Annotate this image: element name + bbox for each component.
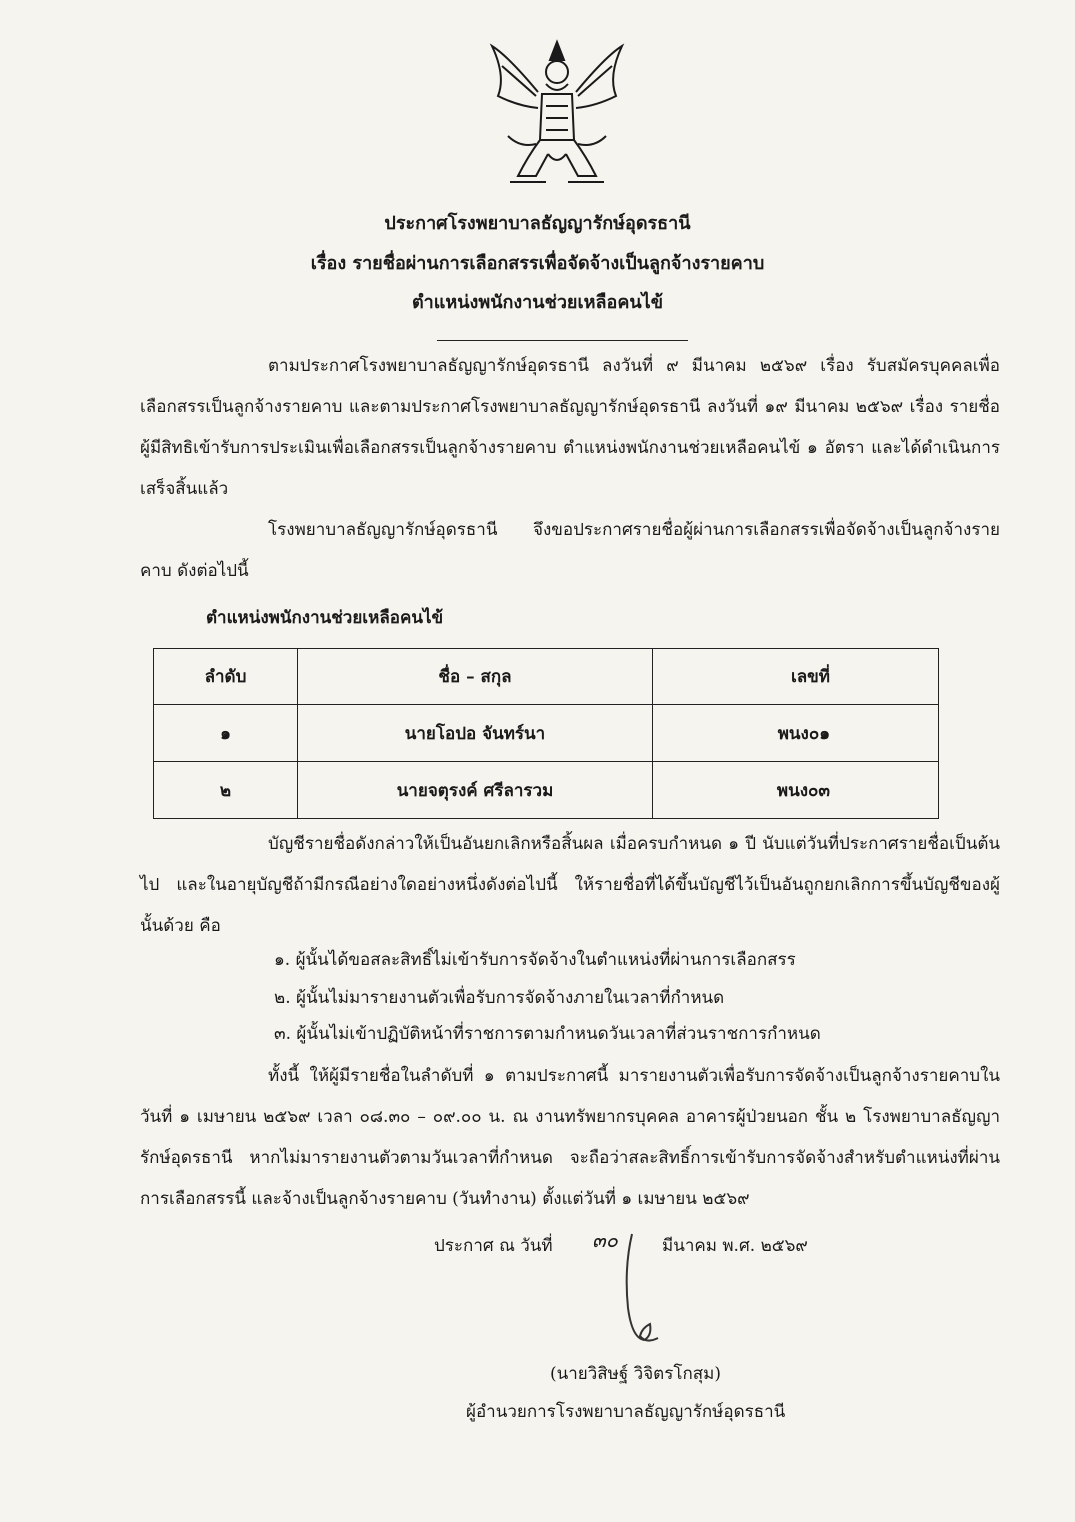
column-header-order: ลำดับ	[154, 649, 298, 705]
column-header-name: ชื่อ – สกุล	[298, 649, 653, 705]
announce-month-year: มีนาคม พ.ศ. ๒๕๖๙	[662, 1236, 808, 1256]
condition-item-3: ๓. ผู้นั้นไม่เข้าปฏิบัติหน้าที่ราชการตามกำหนดวันเวลาที่ส่วนราชการกำหนด	[274, 1024, 821, 1044]
garuda-emblem-icon	[488, 36, 626, 196]
paragraph-report: ทั้งนี้ ให้ผู้มีรายชื่อในลำดับที่ ๑ ตามประกาศนี้ มารายงานตัวเพื่อรับการจัดจ้างเป็นลูกจ้างรายคาบในวันที่ ๑ เมษายน ๒๕๖๙ เวลา ๐๘.๓๐ – ๐๙.๐๐ น. ณ งานทรัพยากรบุคคล อาคารผู้ป่วยนอก ชั้น ๒ โรงพยาบาลธัญญารักษ์อุดรธานี หากไม่มารายงานตัวตามวันเวลาที่กำหนด จะถือว่าสละสิทธิ์การเข้ารับการจัดจ้างสำหรับตำแหน่งที่ผ่านการเลือกสรรนี้ และจ้างเป็นลูกจ้างรายคาบ (วันทำงาน) ตั้งแต่วันที่ ๑ เมษายน ๒๕๖๙	[140, 1066, 1000, 1209]
paragraph-validity: บัญชีรายชื่อดังกล่าวให้เป็นอันยกเลิกหรือสิ้นผล เมื่อครบกำหนด ๑ ปี นับแต่วันที่ประกาศรายชื่อเป็นต้นไป และในอายุบัญชีถ้ามีกรณีอย่างใดอย่างหนึ่งดังต่อไปนี้ ให้รายชื่อที่ได้ขึ้นบัญชีไว้เป็นอันถูกยกเลิกการขึ้นบัญชีของผู้นั้นด้วย คือ	[140, 834, 1000, 936]
signature-icon	[612, 1228, 672, 1348]
row-order: ๒	[154, 762, 298, 819]
table-row	[154, 705, 939, 762]
paragraph-reference: ตามประกาศโรงพยาบาลธัญญารักษ์อุดรธานี ลงวันที่ ๙ มีนาคม ๒๕๖๙ เรื่อง รับสมัครบุคคลเพื่อเลือกสรรเป็นลูกจ้างรายคาบ และตามประกาศโรงพยาบาลธัญญารักษ์อุดรธานี ลงวันที่ ๑๙ มีนาคม ๒๕๖๙ เรื่อง รายชื่อผู้มีสิทธิเข้ารับการประเมินเพื่อเลือกสรรเป็นลูกจ้างรายคาบ ตำแหน่งพนักงานช่วยเหลือคนไข้ ๑ อัตรา และได้ดำเนินการเสร็จสิ้นแล้ว	[140, 356, 1000, 499]
signer-title: ผู้อำนวยการโรงพยาบาลธัญญารักษ์อุดรธานี	[466, 1402, 786, 1422]
title-divider	[437, 340, 688, 341]
column-header-number: เลขที่	[653, 649, 939, 705]
position-heading: ตำแหน่งพนักงานช่วยเหลือคนไข้	[206, 608, 444, 628]
row-number: พนง๐๑	[653, 705, 939, 762]
row-order: ๑	[154, 705, 298, 762]
row-name: นายจตุรงค์ ศรีลารวม	[298, 762, 653, 819]
announce-date-prefix: ประกาศ ณ วันที่	[434, 1236, 553, 1256]
result-table	[153, 648, 939, 819]
condition-item-2: ๒. ผู้นั้นไม่มารายงานตัวเพื่อรับการจัดจ้างภายในเวลาที่กำหนด	[274, 988, 725, 1008]
announce-day-handwritten: ๓๐	[592, 1228, 618, 1252]
row-number: พนง๐๓	[653, 762, 939, 819]
announcement-subject: เรื่อง รายชื่อผ่านการเลือกสรรเพื่อจัดจ้างเป็นลูกจ้างรายคาบ	[310, 253, 765, 274]
announcement-position: ตำแหน่งพนักงานช่วยเหลือคนไข้	[411, 292, 664, 313]
table-header-row	[154, 649, 939, 705]
paragraph-announce: โรงพยาบาลธัญญารักษ์อุดรธานี จึงขอประกาศรายชื่อผู้ผ่านการเลือกสรรเพื่อจัดจ้างเป็นลูกจ้างรายคาบ ดังต่อไปนี้	[140, 520, 1000, 581]
announcement-title: ประกาศโรงพยาบาลธัญญารักษ์อุดรธานี	[384, 213, 691, 234]
signer-name: (นายวิสิษฐ์ วิจิตรโกสุม)	[550, 1364, 721, 1384]
condition-item-1: ๑. ผู้นั้นได้ขอสละสิทธิ์ไม่เข้ารับการจัดจ้างในตำแหน่งที่ผ่านการเลือกสรร	[274, 950, 796, 970]
row-name: นายโอปอ จันทร์นา	[298, 705, 653, 762]
table-row	[154, 762, 939, 819]
